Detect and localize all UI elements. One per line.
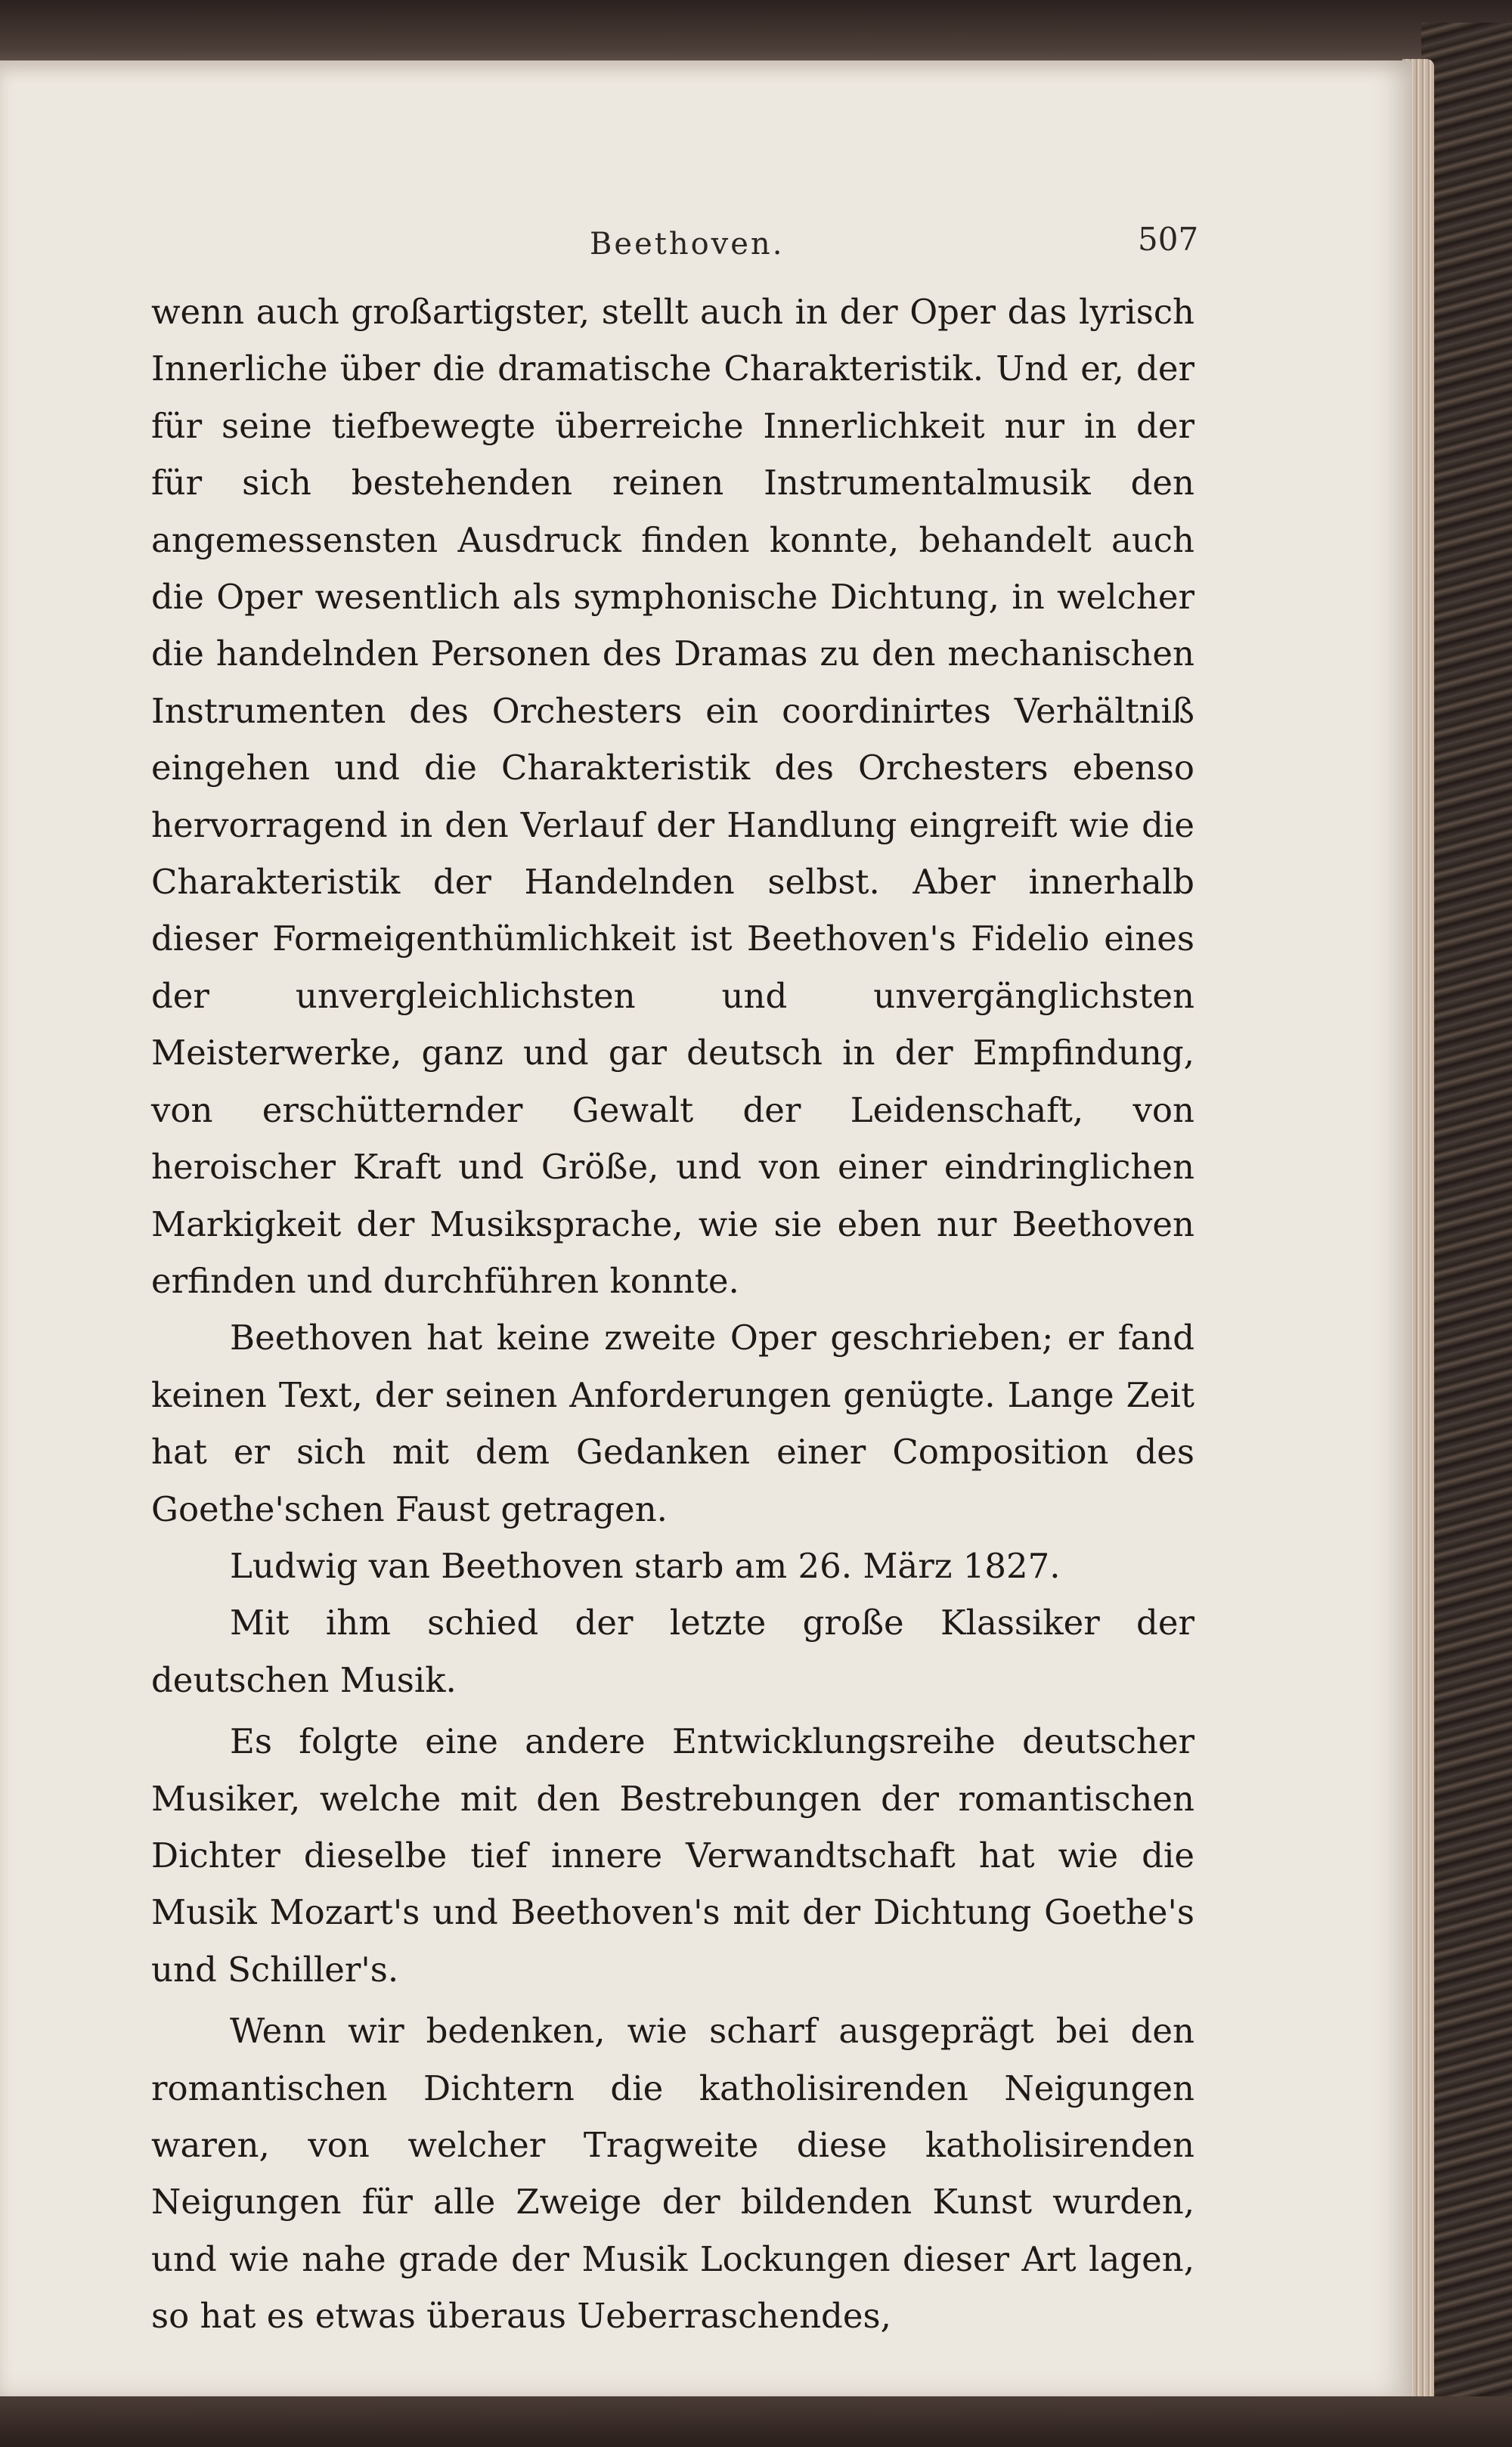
book-bottom-edge	[0, 2396, 1512, 2447]
running-head: Beethoven.	[590, 227, 785, 262]
paragraph: Es folgte eine andere Entwicklungsreihe deutscher Musiker, welche mit den Bestrebungen der romantischen Dichter dieselbe tief innere Verwandtschaft hat wie die Musik Mozart's und Beethoven's mit der Dichtung Goethe's und Schiller's.	[151, 1721, 1194, 1990]
marbled-cover	[1421, 23, 1512, 2447]
paragraph: Ludwig van Beethoven starb am 26. März 1827.	[230, 1545, 1061, 1586]
paragraph: wenn auch großartigster, stellt auch in der Oper das lyrisch Innerliche über die dramatische Charakteristik. Und er, der für seine tiefbewegte überreiche Innerlichkeit nur in der für sich bestehenden reinen Instrumentalmusik den angemessensten Ausdruck finden konnte, behandelt auch die Oper wesentlich als symphonische Dichtung, in welcher die handelnden Personen des Dramas zu den mechanischen Instrumenten des Orchesters ein coordinirtes Verhältniß eingehen und die Charakteristik des Orchesters ebenso hervorragend in den Verlauf der Handlung eingreift wie die Charakteristik der Handelnden selbst. Aber innerhalb dieser Formeigenthümlichkeit ist Beethoven's Fidelio eines der unvergleichlichsten und unvergänglichsten Meisterwerke, ganz und gar deutsch in der Empfindung, von erschütternder Gewalt der Leidenschaft, von heroischer Kraft und Größe, und von einer eindringlichen Markigkeit der Musiksprache, wie sie eben nur Beethoven erfinden und durchführen konnte.	[151, 292, 1194, 1301]
body-text	[151, 283, 1194, 2345]
paragraph: Wenn wir bedenken, wie scharf ausgeprägt bei den romantischen Dichtern die katholisirenden Neigungen waren, von welcher Tragweite diese katholisirenden Neigungen für alle Zweige der bildenden Kunst wurden, und wie nahe grade der Musik Lockungen dieser Art lagen, so hat es etwas überaus Ueberraschendes,	[151, 2011, 1194, 2337]
paragraph: Beethoven hat keine zweite Oper geschrieben; er fand keinen Text, der seinen Anforderungen genügte. Lange Zeit hat er sich mit dem Gedanken einer Composition des Goethe'schen Faust getragen.	[151, 1318, 1194, 1529]
page-number: 507	[1138, 221, 1199, 258]
paragraph: Mit ihm schied der letzte große Klassiker der deutschen Musik.	[151, 1603, 1194, 1700]
page-header	[0, 221, 1412, 280]
